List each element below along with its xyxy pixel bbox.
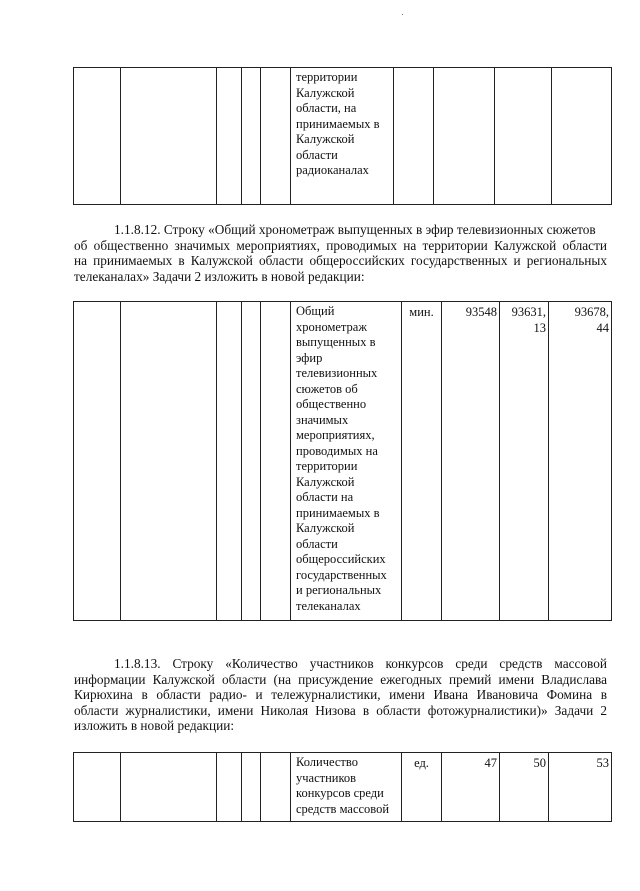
table-cell [261,753,291,822]
table-continuation [73,67,612,205]
description-line: области, на [296,101,357,115]
paragraph-line: об общественно значимых мероприятиях, проводимых на территории Калужской области [74,237,607,253]
value-line: 13 [533,320,546,335]
table-cell [217,753,242,822]
description-line: общественно [296,397,367,411]
table-cell [74,302,121,621]
paragraph-line: 1.1.8.13. Строку «Количество участников конкурсов среди средств массовой [114,656,607,671]
table-cell [242,302,261,621]
table-cell [217,302,242,621]
table-row [74,302,612,621]
table-row [74,753,612,822]
value-line: 93631, [511,305,546,319]
description-line: области [296,147,338,162]
page-mark [402,14,403,15]
description-line: Калужской [296,521,355,535]
table-cell [242,753,261,822]
value-cell-1: 93548 [442,302,500,621]
paragraph-line: Кирюхина в области радио- и тележурналистики, имени Ивана Ивановича Фомина в [74,687,607,703]
table-cell [74,68,121,205]
description-line: Калужской [296,474,355,489]
description-line: телеканалах [296,598,361,613]
description-line: значимых [296,412,349,427]
paragraph-line: 1.1.8.12. Строку «Общий хронометраж выпущенных в эфир телевизионных сюжетов [114,222,596,237]
description-line: выпущенных в [296,335,376,349]
indicator-description-cell [291,753,402,822]
value-line: 44 [596,320,609,335]
table-cell [261,302,291,621]
table-cell [495,68,552,205]
indicator-description-cell [291,302,402,621]
description-line: мероприятиях, [296,428,375,442]
table-indicator-broadcast-time [73,301,612,621]
table-cell [74,753,121,822]
table-indicator-contest-participants [73,752,612,822]
paragraph-line: области журналистики, имени Николая Низова в области фотожурналистики)» Задачи 2 [74,702,607,718]
value-cell-2 [500,302,549,621]
description-line: области на [296,490,354,504]
description-line: Общий [296,304,335,318]
description-line: эфир [296,350,323,365]
table-cell [434,68,495,205]
table-cell [242,68,261,205]
paragraph-1-1-8-13 [74,656,607,734]
paragraph-line: изложить в новой редакции: [74,718,235,734]
value-cell-3: 53 [549,753,612,822]
description-line: Количество [296,755,358,769]
paragraph-line: телеканалах» Задачи 2 изложить в новой редакции: [74,268,365,284]
paragraph-line: на принимаемых в Калужской области общероссийских государственных и региональных [74,253,607,269]
indicator-description-cell [291,68,394,205]
paragraph-line: информации Калужской области (на присуждение ежегодных премий имени Владислава [74,671,607,687]
description-line: государственных [296,567,387,582]
description-line: Калужской [296,85,355,100]
unit-cell: ед. [402,753,442,822]
value-line: 93678, [574,305,609,319]
description-line: общероссийских [296,552,386,566]
description-line: принимаемых в [296,116,380,131]
unit-cell: мин. [402,302,442,621]
description-line: хронометраж [296,319,367,334]
table-cell [121,753,217,822]
table-cell [217,68,242,205]
paragraph-1-1-8-12 [74,222,607,284]
value-cell-2: 50 [500,753,549,822]
value-cell-3 [549,302,612,621]
description-line: участников [296,770,357,785]
table-cell [121,68,217,205]
description-line: средств массовой [296,801,390,816]
description-line: сюжетов об [296,381,358,396]
table-cell [121,302,217,621]
description-line: телевизионных [296,366,378,380]
description-line: и региональных [296,583,382,597]
description-line: территории [296,459,358,473]
description-line: принимаемых в [296,505,380,520]
description-line: области [296,536,338,551]
table-cell [552,68,612,205]
description-line: радиоканалах [296,163,369,177]
description-line: конкурсов среди [296,786,384,800]
value-cell-1: 47 [442,753,500,822]
description-line: проводимых на [296,443,378,458]
table-cell [394,68,434,205]
description-line: территории [296,70,358,84]
description-line: Калужской [296,132,355,146]
table-row [74,68,612,205]
table-cell [261,68,291,205]
